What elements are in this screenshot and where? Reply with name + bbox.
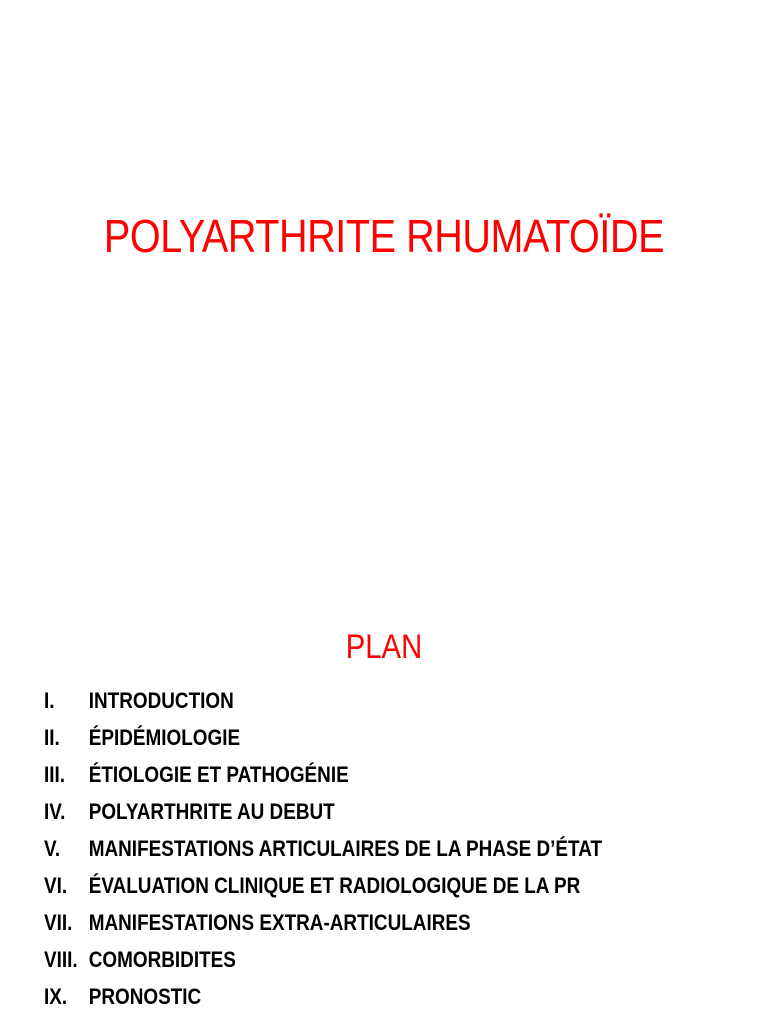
plan-item-number: VI. (44, 873, 68, 898)
plan-item-number: IV. (44, 799, 66, 824)
plan-heading: PLAN (345, 628, 423, 666)
plan-item-label: INTRODUCTION (88, 688, 234, 713)
plan-item-number: VII. (44, 910, 73, 935)
plan-item-label: PRONOSTIC (88, 984, 202, 1009)
plan-item-number: VIII. (44, 947, 78, 972)
plan-item-label: ÉPIDÉMIOLOGIE (88, 725, 241, 750)
plan-item-label: COMORBIDITES (88, 947, 236, 972)
plan-item-label: MANIFESTATIONS EXTRA-ARTICULAIRES (88, 910, 471, 935)
plan-item-label: POLYARTHRITE AU DEBUT (88, 799, 335, 824)
plan-item-label: ÉTIOLOGIE ET PATHOGÉNIE (88, 762, 349, 787)
plan-item-number: V. (44, 836, 61, 861)
plan-item-number: IX. (44, 984, 68, 1009)
plan-item-label: MANIFESTATIONS ARTICULAIRES DE LA PHASE D’ÉTAT (88, 836, 603, 861)
plan-item-label: ÉVALUATION CLINIQUE ET RADIOLOGIQUE DE LA PR (88, 873, 581, 898)
plan-item-number: II. (44, 725, 60, 750)
plan-item-number: III. (44, 762, 66, 787)
plan-item-number: I. (44, 688, 55, 713)
page-title: POLYARTHRITE RHUMATOÏDE (103, 209, 665, 262)
